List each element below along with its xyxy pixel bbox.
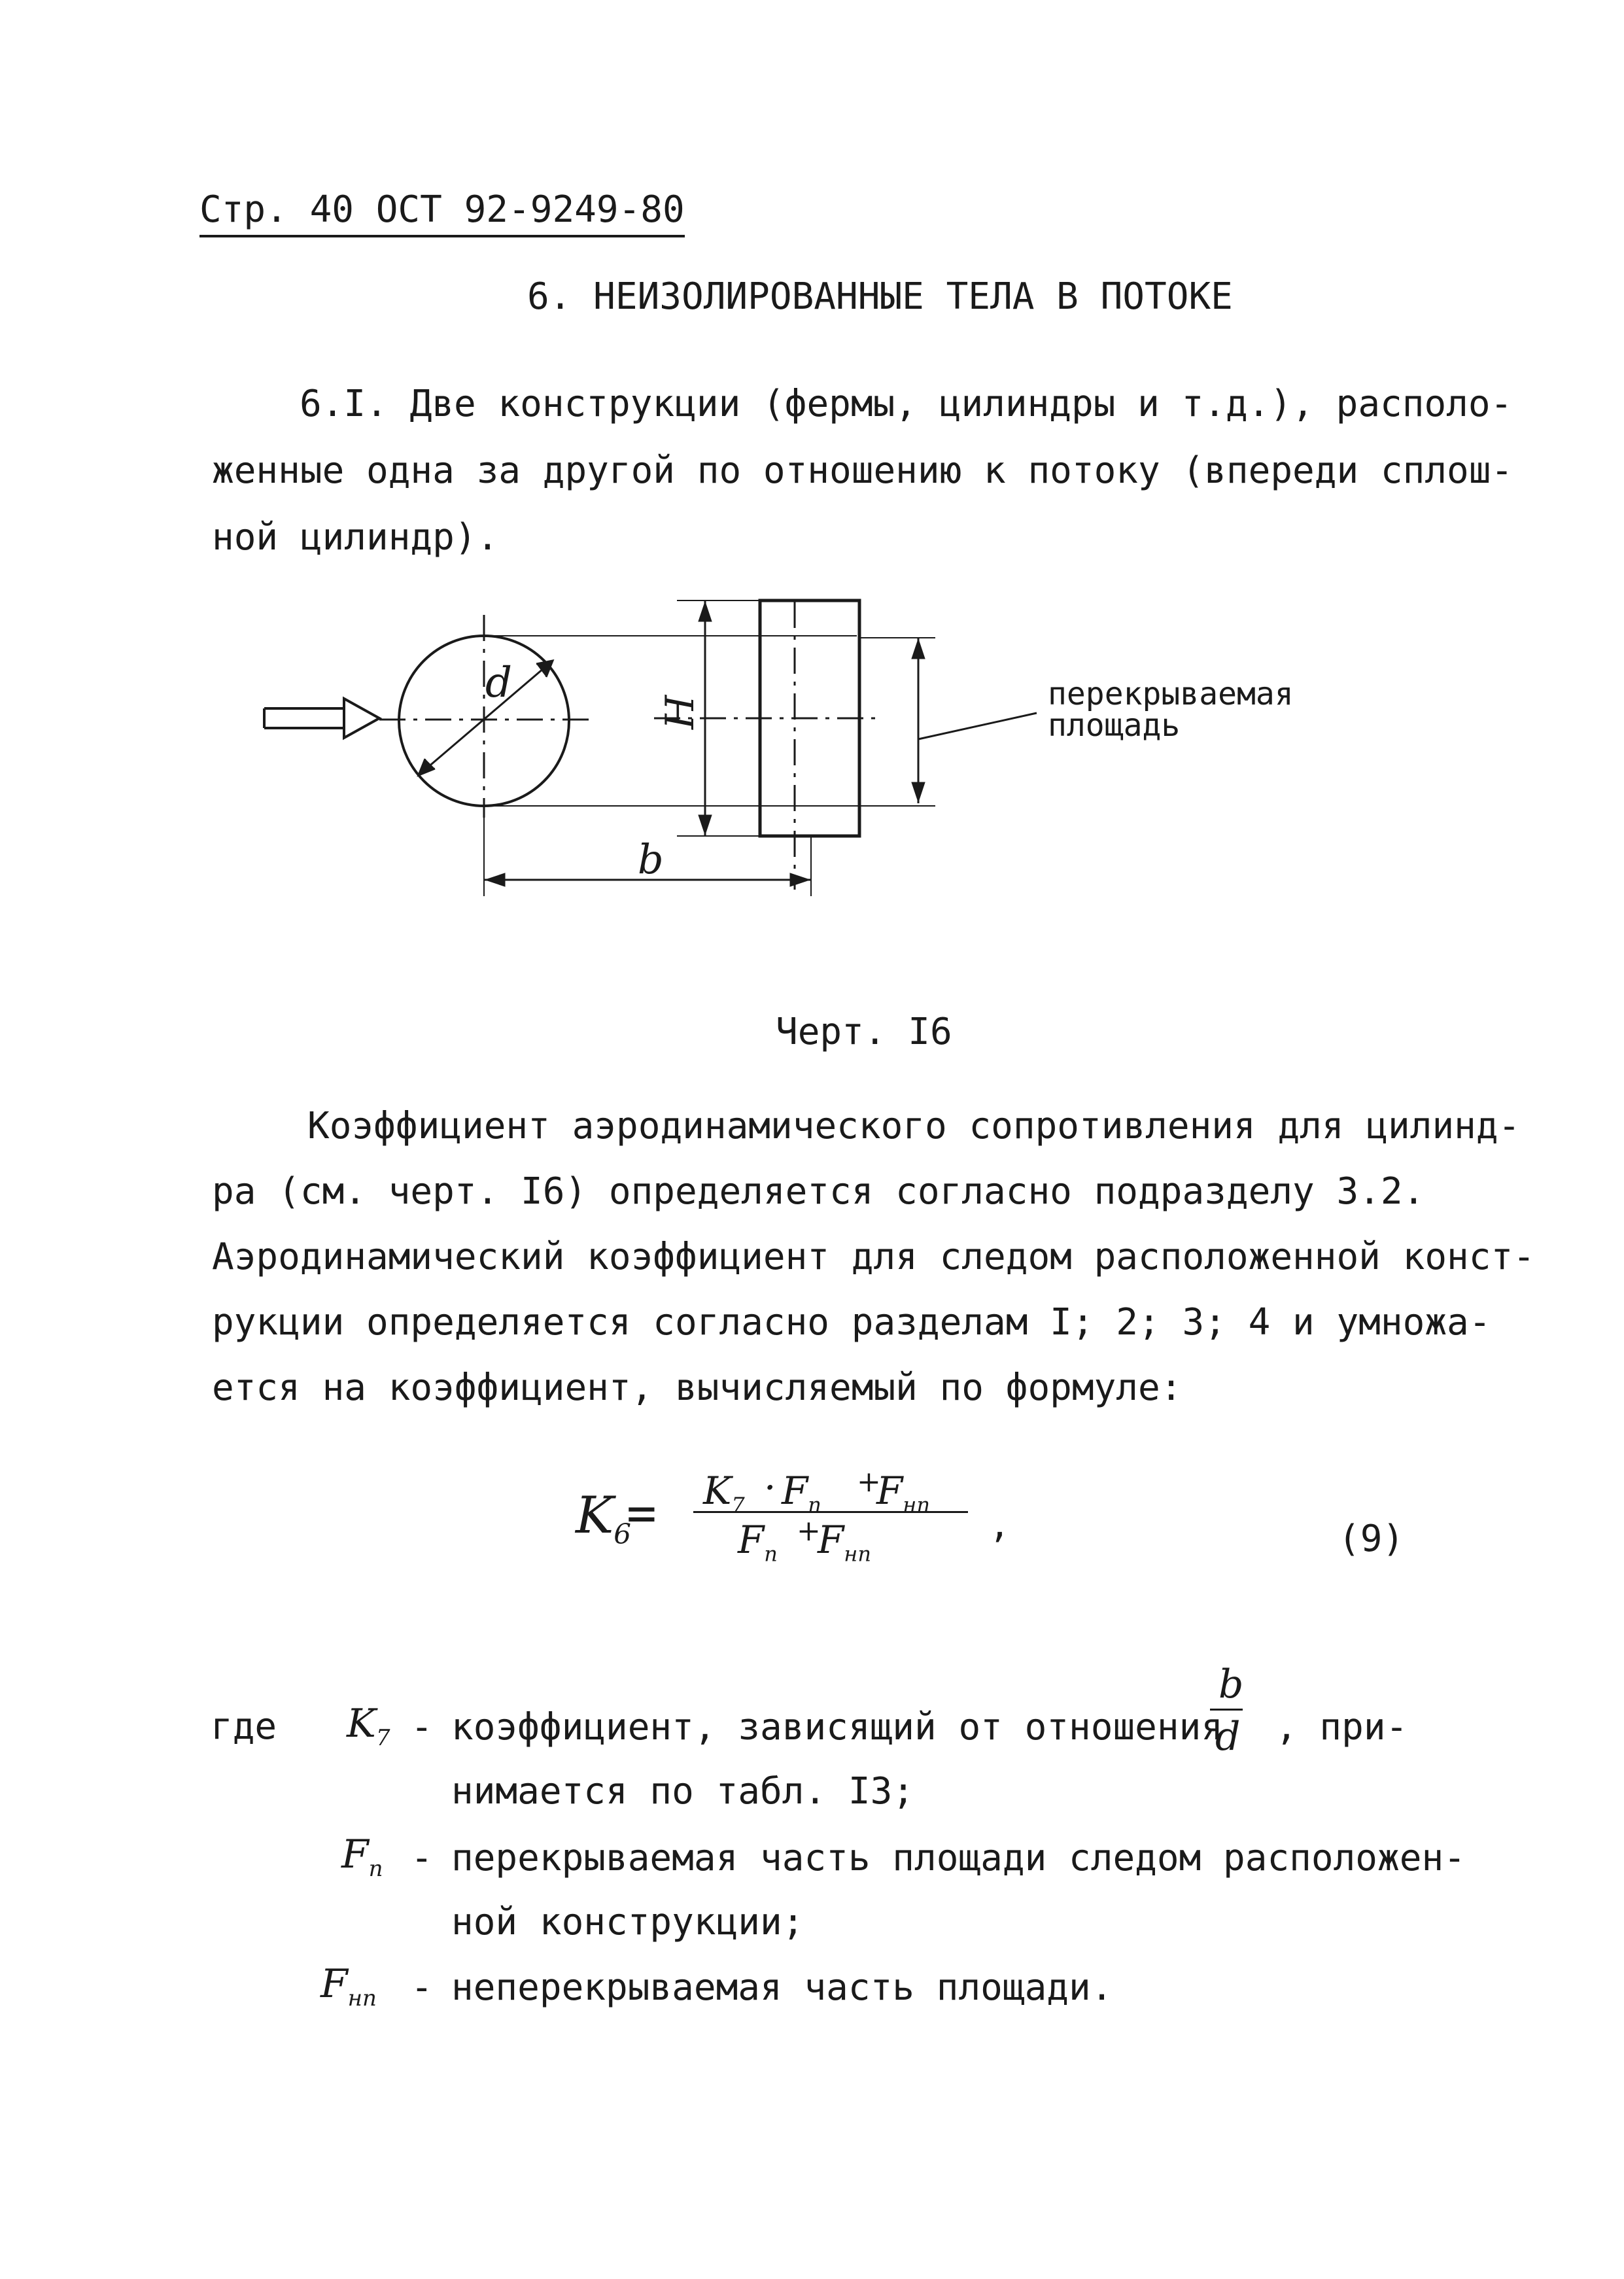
figure-caption: Черт. I6 <box>776 1011 952 1053</box>
clause-line: женные одна за другой по отношению к потоку (впереди сплош- <box>212 449 1513 492</box>
label-H: H <box>657 695 703 729</box>
formula-den-plus: + <box>797 1514 821 1548</box>
def-dash: - <box>411 1706 433 1748</box>
formula-lhs: $K_6$ <box>576 1486 632 1550</box>
formula-num-k: $K_7$ <box>703 1469 745 1518</box>
clause-line: 6.I. Две конструкции (фермы, цилиндры и т.д.), располо- <box>300 383 1513 425</box>
body-line: рукции определяется согласно разделам I; 2; 3; 4 и умножа- <box>212 1301 1491 1344</box>
def-dash: - <box>411 1966 433 2009</box>
def-fn-text: перекрываемая часть площади следом расположен- <box>451 1837 1466 1879</box>
formula-number: (9) <box>1338 1518 1405 1560</box>
formula-equals: = <box>627 1484 657 1542</box>
label-b: b <box>638 835 664 883</box>
def-symbol-fnp: $F_{нп}$ <box>320 1961 377 2011</box>
formula-num-dot: · <box>764 1465 776 1510</box>
body-line: Коэффициент аэродинамического сопротивления для цилинд- <box>307 1105 1521 1147</box>
def-k7-text-end: , при- <box>1275 1706 1408 1748</box>
formula-num-fhn: $F_{нп}$ <box>876 1469 930 1518</box>
def-frac-den: d <box>1215 1714 1241 1760</box>
def-frac-num: b <box>1218 1661 1244 1707</box>
formula-num-plus: + <box>857 1465 881 1499</box>
formula-num-f: $F_n$ <box>782 1469 821 1518</box>
flow-arrow-icon <box>264 699 379 738</box>
callout-line: площадь <box>1048 707 1181 744</box>
callout-line: перекрываемая <box>1048 676 1294 712</box>
formula-den-f: $F_n$ <box>738 1518 778 1567</box>
def-fnp-text: неперекрываемая часть площади. <box>451 1966 1113 2009</box>
def-dash: - <box>411 1837 433 1879</box>
body-line: ра (см. черт. I6) определяется согласно подразделу 3.2. <box>212 1170 1425 1213</box>
page-header: Стр. 40 ОСТ 92-9249-80 <box>199 188 685 237</box>
formula-den-fhn: $F_{нп}$ <box>818 1518 871 1567</box>
def-symbol-k7: $K_7$ <box>347 1701 390 1751</box>
formula-fraction-bar <box>693 1511 968 1513</box>
def-symbol-fn: $F_n$ <box>341 1832 383 1882</box>
label-d: d <box>485 659 512 707</box>
def-k7-line2: нимается по табл. I3; <box>451 1770 915 1813</box>
section-title: 6. НЕИЗОЛИРОВАННЫЕ ТЕЛА В ПОТОКЕ <box>527 275 1233 318</box>
def-frac-bar <box>1210 1709 1243 1711</box>
callout-leader <box>918 713 1037 739</box>
where-label: где <box>211 1705 277 1748</box>
def-fn-line2: ной конструкции; <box>451 1901 804 1943</box>
def-k7-text: коэффициент, зависящий от отношения <box>451 1706 1224 1748</box>
body-line: ется на коэффициент, вычисляемый по формуле: <box>212 1366 1183 1409</box>
formula-comma: , <box>989 1505 1011 1546</box>
body-line: Аэродинамический коэффициент для следом расположенной конст- <box>212 1236 1535 1278</box>
clause-line: ной цилиндр). <box>212 516 499 559</box>
